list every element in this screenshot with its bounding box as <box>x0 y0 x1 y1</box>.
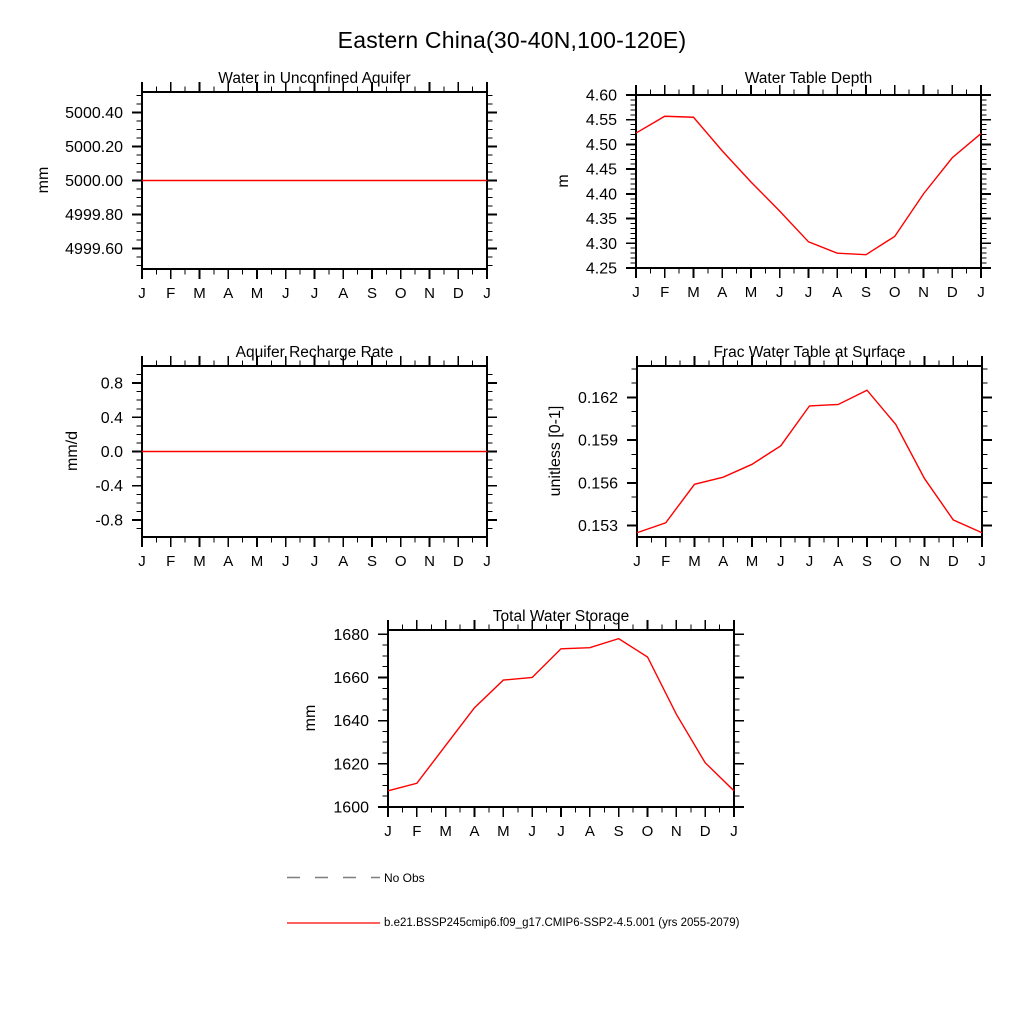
x-tick-label: J <box>776 284 784 301</box>
x-tick-label: S <box>366 553 378 570</box>
y-tick-label: 4.50 <box>585 136 617 154</box>
x-tick-label: A <box>584 823 595 840</box>
y-tick-label: -0.8 <box>95 512 123 530</box>
x-tick-label: M <box>193 285 206 302</box>
major-ticks <box>627 356 992 547</box>
y-tick-label: 4.25 <box>585 260 617 278</box>
x-tick-label: F <box>166 285 176 302</box>
x-tick-label: J <box>977 284 985 301</box>
x-tick-label: J <box>730 823 738 840</box>
x-tick-label: M <box>744 284 758 301</box>
x-tick-label: J <box>633 553 641 570</box>
y-tick-label: 5000.00 <box>65 173 123 190</box>
x-tick-label: J <box>310 285 319 302</box>
x-tick-label: J <box>632 284 640 301</box>
x-tick-label: M <box>497 823 510 840</box>
x-tick-label: F <box>660 284 670 301</box>
x-tick-label: D <box>947 553 959 570</box>
y-tick-label: -0.4 <box>95 478 123 496</box>
legend-label-model-run: b.e21.BSSP245cmip6.f09_g17.CMIP6-SSP2-4.5.001 (yrs 2055-2079) <box>384 917 740 929</box>
x-tick-label: A <box>338 553 349 570</box>
y-tick-label: 4.30 <box>585 235 617 253</box>
tick-labels <box>586 88 985 302</box>
y-tick-label: 4.55 <box>585 112 617 130</box>
x-tick-label: N <box>424 553 435 570</box>
y-tick-label: 1660 <box>333 669 369 687</box>
x-tick-label: N <box>424 285 435 302</box>
y-axis-label-total-water-storage: mm <box>302 704 319 732</box>
x-tick-label: A <box>223 285 234 302</box>
x-tick-label: F <box>412 823 422 840</box>
panel-total-water-storage <box>333 620 744 840</box>
x-tick-label: M <box>250 285 264 302</box>
x-tick-label: S <box>613 823 624 840</box>
x-tick-label: J <box>282 285 290 302</box>
x-tick-label: N <box>670 823 682 840</box>
total-water-storage-line <box>388 639 734 791</box>
x-tick-label: O <box>394 553 407 570</box>
x-tick-label: J <box>384 823 392 840</box>
tick-labels <box>65 105 491 302</box>
panel-aquifer-recharge-rate <box>95 356 497 570</box>
x-tick-label: M <box>250 553 264 570</box>
x-tick-label: A <box>833 553 844 570</box>
x-tick-label: M <box>687 284 700 301</box>
minor-ticks <box>383 625 740 813</box>
y-axis-label-water-unconfined-aquifer: mm <box>35 166 52 194</box>
frac-water-table-surface-line <box>637 390 982 532</box>
panel-water-unconfined-aquifer <box>65 82 497 302</box>
y-tick-label: 0.162 <box>577 389 618 407</box>
x-tick-label: J <box>310 553 319 570</box>
figure-title: Eastern China(30-40N,100-120E) <box>337 27 687 53</box>
x-tick-label: A <box>718 553 729 570</box>
plot-frame <box>637 366 982 537</box>
legend-label-no-obs: No Obs <box>384 871 425 885</box>
x-tick-label: M <box>745 553 759 570</box>
y-tick-label: 1600 <box>333 799 369 817</box>
x-tick-label: S <box>366 285 378 302</box>
x-tick-label: A <box>832 284 843 301</box>
y-tick-label: 4.60 <box>585 87 617 105</box>
x-tick-label: J <box>557 823 565 840</box>
x-tick-label: D <box>699 823 711 840</box>
x-tick-label: M <box>439 823 452 840</box>
x-tick-label: J <box>483 553 491 570</box>
x-tick-label: J <box>138 285 146 302</box>
y-tick-label: 4999.80 <box>65 207 123 225</box>
x-tick-label: O <box>888 284 901 301</box>
major-ticks <box>626 85 991 278</box>
panel-title-total-water-storage: Total Water Storage <box>492 608 630 625</box>
y-tick-label: 0.8 <box>100 375 123 393</box>
minor-ticks <box>632 361 988 543</box>
tick-labels <box>95 376 490 570</box>
x-tick-label: J <box>978 553 986 570</box>
x-tick-label: D <box>946 284 958 301</box>
x-tick-label: S <box>860 284 872 301</box>
x-tick-label: O <box>641 823 654 840</box>
x-tick-label: A <box>338 285 349 302</box>
x-tick-label: D <box>452 553 464 570</box>
x-tick-label: S <box>861 553 873 570</box>
y-tick-label: 0.153 <box>577 518 618 536</box>
x-tick-label: J <box>282 553 290 570</box>
y-tick-label: 1620 <box>333 756 369 774</box>
y-tick-label: 4.45 <box>585 161 617 179</box>
panel-water-table-depth <box>586 85 991 301</box>
x-tick-label: O <box>394 285 407 302</box>
x-tick-label: J <box>804 284 813 301</box>
y-axis-label-aquifer-recharge-rate: mm/d <box>64 431 81 471</box>
x-tick-label: M <box>688 553 701 570</box>
x-tick-label: N <box>919 553 930 570</box>
y-tick-label: 1680 <box>333 626 369 644</box>
x-tick-label: J <box>483 285 491 302</box>
x-tick-label: D <box>452 285 464 302</box>
y-axis-label-water-table-depth: m <box>555 174 572 188</box>
y-tick-label: 0.159 <box>577 432 618 450</box>
x-tick-label: J <box>805 553 814 570</box>
y-tick-label: 1640 <box>333 713 369 731</box>
y-tick-label: 4.35 <box>585 211 617 229</box>
panel-title-frac-water-table-surface: Frac Water Table at Surface <box>713 344 906 361</box>
y-tick-label: 4999.60 <box>65 241 123 259</box>
y-tick-label: 0.4 <box>100 409 123 427</box>
x-tick-label: F <box>166 553 176 570</box>
y-tick-label: 0.156 <box>577 475 618 493</box>
y-tick-label: 5000.20 <box>65 138 123 156</box>
water-table-depth-line <box>636 116 981 254</box>
x-tick-label: A <box>717 284 728 301</box>
panel-title-water-table-depth: Water Table Depth <box>744 70 873 87</box>
panel-frac-water-table-surface <box>578 356 992 570</box>
x-tick-label: M <box>193 553 206 570</box>
x-tick-label: J <box>777 553 785 570</box>
panel-title-aquifer-recharge-rate: Aquifer Recharge Rate <box>235 344 394 361</box>
x-tick-label: J <box>138 553 146 570</box>
x-tick-label: A <box>223 553 234 570</box>
y-tick-label: 5000.40 <box>65 104 123 122</box>
y-tick-label: 4.40 <box>585 186 617 204</box>
plot-frame <box>388 630 734 807</box>
x-tick-label: J <box>528 823 536 840</box>
y-tick-label: 0.0 <box>100 444 123 461</box>
x-tick-label: A <box>469 823 480 840</box>
x-tick-label: F <box>661 553 671 570</box>
x-tick-label: O <box>889 553 902 570</box>
x-tick-label: N <box>918 284 929 301</box>
panel-title-water-unconfined-aquifer: Water in Unconfined Aquifer <box>218 70 411 87</box>
y-axis-label-frac-water-table-surface: unitless [0-1] <box>547 405 564 497</box>
